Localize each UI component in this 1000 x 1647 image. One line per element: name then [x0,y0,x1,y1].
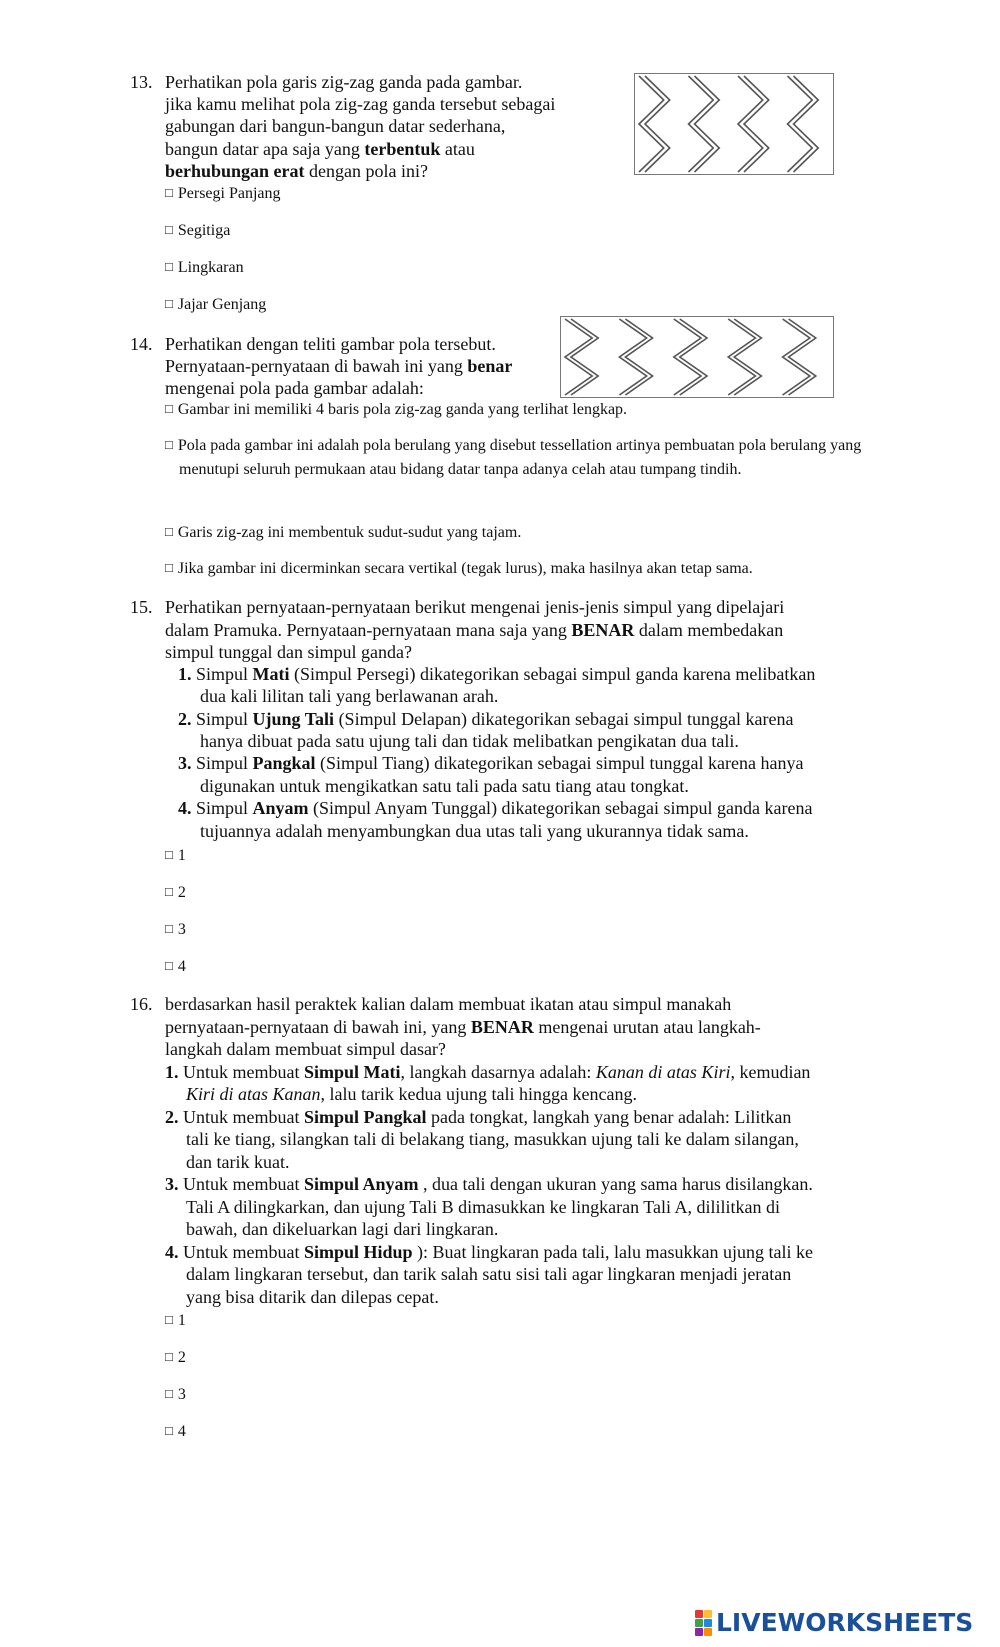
zigzag-line [571,319,598,395]
question-16-line-3: langkah dalam membuat simpul dasar? [165,1039,446,1059]
option-q14-1[interactable]: □ Gambar ini memiliki 4 baris pola zig-zag ganda yang terlihat lengkap. [165,401,628,418]
question-14-line-2: Pernyataan-pernyataan di bawah ini yang benar [165,356,513,376]
checkbox-icon[interactable]: □ [165,1423,173,1438]
option-q16-4[interactable]: □ 4 [165,1423,186,1440]
zigzag-line [625,319,652,395]
statement-16-3-cont-1: Tali A dilingkarkan, dan ujung Tali B dimasukkan ke lingkaran Tali A, dililitkan di [186,1197,780,1217]
statement-16-1: 1. Untuk membuat Simpul Mati, langkah dasarnya adalah: Kanan di atas Kiri, kemudian [165,1062,811,1082]
checkbox-icon[interactable]: □ [165,1386,173,1401]
zigzag-pattern-image-14 [560,316,834,398]
option-q14-3[interactable]: □ Garis zig-zag ini membentuk sudut-sudut yang tajam. [165,524,522,541]
question-13-line-3: gabungan dari bangun-bangun datar sederhana, [165,116,506,136]
option-q15-3[interactable]: □ 3 [165,921,186,938]
question-13-line-4: bangun datar apa saja yang terbentuk atau [165,139,475,159]
zigzag-line [695,76,720,172]
checkbox-icon[interactable]: □ [165,296,173,311]
keyword-benar: BENAR [571,620,635,640]
checkbox-icon[interactable]: □ [165,185,173,200]
zigzag-line [645,76,670,172]
logo-tile [704,1619,712,1627]
zigzag-line [789,319,816,395]
option-q13-lingkaran[interactable]: □ Lingkaran [165,259,244,276]
question-15-line-1: Perhatikan pernyataan-pernyataan berikut mengenai jenis-jenis simpul yang dipelajari [165,597,785,617]
option-q13-jajar-genjang[interactable]: □ Jajar Genjang [165,296,267,313]
question-15-number: 15. [130,597,153,617]
option-q15-4[interactable]: □ 4 [165,958,186,975]
statement-15-2: 2. Simpul Ujung Tali (Simpul Delapan) dikategorikan sebagai simpul tunggal karena [178,709,794,729]
zigzag-line [744,76,769,172]
statement-15-1-cont: dua kali lilitan tali yang berlawanan arah. [200,686,499,706]
brand-name: LIVEWORKSHEETS [716,1608,974,1637]
checkbox-icon[interactable]: □ [165,222,173,237]
checkbox-icon[interactable]: □ [165,921,173,936]
statement-15-3: 3. Simpul Pangkal (Simpul Tiang) dikategorikan sebagai simpul tunggal karena hanya [178,753,804,773]
statement-15-3-cont: digunakan untuk mengikatkan satu tali pada satu tiang atau tongkat. [200,776,689,796]
zigzag-line [794,76,819,172]
question-13-line-2: jika kamu melihat pola zig-zag ganda tersebut sebagai [165,94,556,114]
option-q15-2[interactable]: □ 2 [165,884,186,901]
logo-tile [695,1610,703,1618]
option-q13-segitiga[interactable]: □ Segitiga [165,222,231,239]
logo-tile [695,1628,703,1636]
question-16-number: 16. [130,994,153,1014]
checkbox-icon[interactable]: □ [165,958,173,973]
statement-16-4-cont-1: dalam lingkaran tersebut, dan tarik salah satu sisi tali agar lingkaran menjadi jeratan [186,1264,792,1284]
option-q14-2[interactable]: □ Pola pada gambar ini adalah pola berulang yang disebut tessellation artinya pembuatan pola berulang yang menutupi seluruh permukaan atau bidang datar tanpa adanya celah atau tumpang tindih. [165,437,862,478]
question-13-line-1: Perhatikan pola garis zig-zag ganda pada gambar. [165,72,523,92]
statement-16-2: 2. Untuk membuat Simpul Pangkal pada tongkat, langkah yang benar adalah: Lilitkan [165,1107,792,1127]
statement-16-3: 3. Untuk membuat Simpul Anyam , dua tali dengan ukuran yang sama harus disilangkan. [165,1174,813,1194]
checkbox-icon[interactable]: □ [165,401,173,416]
zigzag-pattern-svg [561,317,833,397]
statement-16-2-cont-2: dan tarik kuat. [186,1152,290,1172]
question-15-line-2: dalam Pramuka. Pernyataan-pernyataan mana saja yang BENAR dalam membedakan [165,620,784,640]
statement-15-2-cont: hanya dibuat pada satu ujung tali dan tidak melibatkan pengikatan dua tali. [200,731,739,751]
statement-15-1: 1. Simpul Mati (Simpul Persegi) dikategorikan sebagai simpul ganda karena melibatkan [178,664,816,684]
zigzag-pattern-svg [635,74,833,174]
option-q16-2[interactable]: □ 2 [165,1349,186,1366]
zigzag-pattern-image-13 [634,73,834,175]
checkbox-icon[interactable]: □ [165,1349,173,1364]
checkbox-icon[interactable]: □ [165,524,173,539]
liveworksheets-logo[interactable] [695,1608,973,1637]
checkbox-icon[interactable]: □ [165,884,173,899]
question-13-number: 13. [130,72,153,92]
question-14-line-1: Perhatikan dengan teliti gambar pola tersebut. [165,334,496,354]
option-q13-persegi-panjang[interactable]: □ Persegi Panjang [165,185,281,202]
keyword-benar: benar [467,356,513,376]
question-16-line-2: pernyataan-pernyataan di bawah ini, yang BENAR mengenai urutan atau langkah- [165,1017,761,1037]
zigzag-line [734,319,761,395]
checkbox-icon[interactable]: □ [165,259,173,274]
option-q15-1[interactable]: □ 1 [165,847,186,864]
option-q16-3[interactable]: □ 3 [165,1386,186,1403]
statement-16-4: 4. Untuk membuat Simpul Hidup ): Buat lingkaran pada tali, lalu masukkan ujung tali ke [165,1242,813,1262]
zigzag-line [680,319,707,395]
question-14-number: 14. [130,334,153,354]
question-14-line-3: mengenai pola pada gambar adalah: [165,378,424,398]
checkbox-icon[interactable]: □ [165,1312,173,1327]
checkbox-icon[interactable]: □ [165,437,173,452]
logo-tile [704,1628,712,1636]
statement-16-2-cont-1: tali ke tiang, silangkan tali di belakang tiang, masukkan ujung tali ke dalam silangan, [186,1129,799,1149]
logo-tiles-icon [695,1610,712,1636]
logo-tile [704,1610,712,1618]
option-q16-1[interactable]: □ 1 [165,1312,186,1329]
logo-tile [695,1619,703,1627]
option-q14-4[interactable]: □ Jika gambar ini dicerminkan secara vertikal (tegak lurus), maka hasilnya akan tetap sama. [165,560,753,577]
statement-16-1-cont: Kiri di atas Kanan, lalu tarik kedua ujung tali hingga kencang. [186,1084,637,1104]
keyword-terbentuk: terbentuk [364,139,441,159]
keyword-berhubungan-erat: berhubungan erat [165,161,305,181]
statement-15-4: 4. Simpul Anyam (Simpul Anyam Tunggal) dikategorikan sebagai simpul ganda karena [178,798,813,818]
question-15-line-3: simpul tunggal dan simpul ganda? [165,642,412,662]
statement-15-4-cont: tujuannya adalah menyambungkan dua utas tali yang ukurannya tidak sama. [200,821,749,841]
keyword-benar: BENAR [470,1017,534,1037]
statement-16-4-cont-2: yang bisa ditarik dan dilepas cepat. [186,1287,439,1307]
question-16-line-1: berdasarkan hasil peraktek kalian dalam membuat ikatan atau simpul manakah [165,994,732,1014]
statement-16-3-cont-2: bawah, dan dikeluarkan lagi dari lingkaran. [186,1219,499,1239]
checkbox-icon[interactable]: □ [165,560,173,575]
checkbox-icon[interactable]: □ [165,847,173,862]
question-13-line-5: berhubungan erat dengan pola ini? [165,161,428,181]
